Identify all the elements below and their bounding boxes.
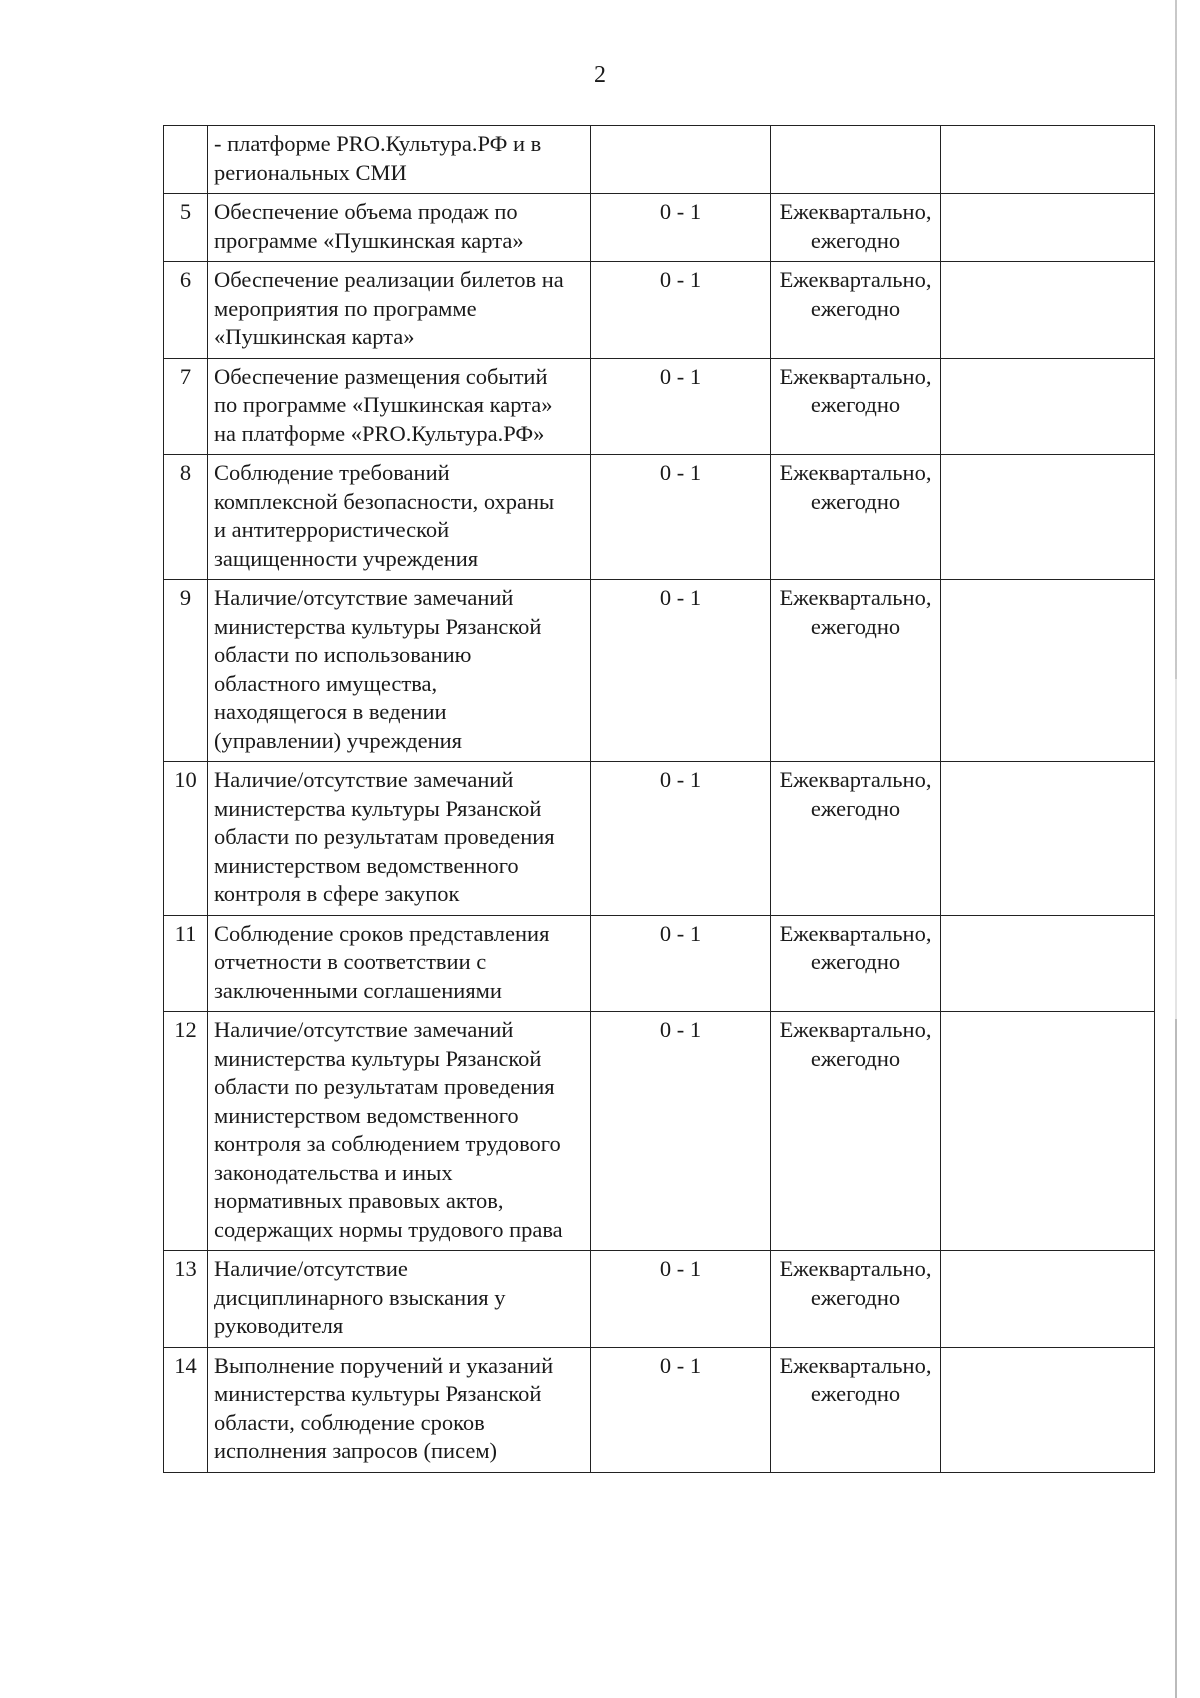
criteria-table-body — [164, 126, 1155, 1473]
assessment-period-line: ежегодно — [810, 1045, 901, 1071]
criterion-text — [208, 1012, 591, 1251]
empty-cell — [941, 455, 1155, 580]
criterion-text-line: содержащих нормы трудового права — [214, 1216, 563, 1242]
criteria-table — [163, 125, 1155, 1473]
assessment-period-line: ежегодно — [810, 795, 901, 821]
criterion-text-line: защищенности учреждения — [214, 545, 479, 571]
criterion-text-line: Обеспечение размещения событий — [214, 363, 548, 389]
table-row — [164, 1347, 1155, 1472]
criterion-text-line: министерством ведомственного — [214, 852, 519, 878]
criterion-text-line: министерством ведомственного — [214, 1102, 519, 1128]
criterion-text — [208, 358, 591, 455]
criterion-text-line: министерства культуры Рязанской — [214, 613, 542, 639]
criterion-text-line: находящегося в ведении — [214, 699, 447, 724]
criterion-text-line: Наличие/отсутствие — [214, 1256, 408, 1281]
row-number: 5 — [164, 194, 208, 262]
assessment-period-line: ежегодно — [810, 227, 901, 253]
empty-cell — [941, 358, 1155, 455]
table-row — [164, 262, 1155, 359]
assessment-period — [771, 915, 941, 1012]
criterion-text-line: области по результатам проведения — [214, 1074, 555, 1099]
score-range: 0 - 1 — [591, 194, 771, 262]
criterion-text-line: министерства культуры Рязанской — [214, 1381, 542, 1406]
assessment-period-line: ежегодно — [810, 295, 901, 321]
criterion-text — [208, 194, 591, 262]
criterion-text-line: Наличие/отсутствие замечаний — [214, 585, 514, 610]
assessment-period-line: Ежеквартально, — [779, 267, 932, 292]
criterion-text-line: «Пушкинская карта» — [214, 324, 415, 349]
criterion-text-line: министерства культуры Рязанской — [214, 795, 542, 821]
criterion-text-line: заключенными соглашениями — [214, 977, 502, 1003]
table-row — [164, 358, 1155, 455]
criterion-text-line: законодательства и иных — [214, 1159, 453, 1185]
score-range: 0 - 1 — [591, 455, 771, 580]
empty-cell — [941, 1251, 1155, 1348]
assessment-period-line: ежегодно — [810, 488, 901, 514]
criterion-text-line: области по результатам проведения — [214, 824, 555, 849]
row-number — [164, 126, 208, 194]
score-range: 0 - 1 — [591, 358, 771, 455]
criterion-text-line: программе «Пушкинская карта» — [214, 227, 524, 253]
row-number: 13 — [164, 1251, 208, 1348]
criterion-text — [208, 1347, 591, 1472]
empty-cell — [941, 762, 1155, 916]
criterion-text-line: руководителя — [214, 1313, 344, 1338]
criterion-text — [208, 455, 591, 580]
score-range: 0 - 1 — [591, 580, 771, 762]
criterion-text-line: комплексной безопасности, охраны — [214, 488, 555, 514]
criterion-text-line: области, соблюдение сроков — [214, 1409, 485, 1435]
criterion-text-line: на платформе «PRO.Культура.РФ» — [214, 420, 545, 446]
assessment-period-line: Ежеквартально, — [779, 1256, 932, 1281]
criterion-text-line: и антитеррористической — [214, 517, 450, 542]
criterion-text-line: Обеспечение объема продаж по — [214, 199, 518, 224]
empty-cell — [941, 915, 1155, 1012]
criterion-text-line: областного имущества, — [214, 670, 438, 696]
row-number: 14 — [164, 1347, 208, 1472]
criterion-text — [208, 262, 591, 359]
table-row — [164, 580, 1155, 762]
score-range: 0 - 1 — [591, 762, 771, 916]
criterion-text-line: контроля в сфере закупок — [214, 881, 460, 906]
criterion-text — [208, 126, 591, 194]
assessment-period — [771, 1012, 941, 1251]
table-row — [164, 762, 1155, 916]
row-number: 7 — [164, 358, 208, 455]
score-range: 0 - 1 — [591, 915, 771, 1012]
table-row — [164, 194, 1155, 262]
criterion-text-line: Наличие/отсутствие замечаний — [214, 1017, 514, 1042]
criterion-text-line: Соблюдение сроков представления — [214, 920, 550, 946]
criterion-text-line: министерства культуры Рязанской — [214, 1045, 542, 1071]
empty-cell — [941, 1347, 1155, 1472]
assessment-period-line: ежегодно — [810, 949, 901, 974]
score-range: 0 - 1 — [591, 1251, 771, 1348]
row-number: 9 — [164, 580, 208, 762]
criterion-text-line: исполнения запросов (писем) — [214, 1438, 498, 1463]
empty-cell — [941, 262, 1155, 359]
assessment-period — [771, 126, 941, 194]
assessment-period-line: Ежеквартально, — [779, 363, 932, 389]
criterion-text-line: Обеспечение реализации билетов на — [214, 267, 564, 292]
criterion-text-line: контроля за соблюдением трудового — [214, 1131, 561, 1156]
assessment-period-line: ежегодно — [810, 1381, 901, 1406]
criterion-text-line: области по использованию — [214, 642, 472, 667]
assessment-period — [771, 194, 941, 262]
assessment-period-line: Ежеквартально, — [779, 1352, 932, 1378]
scan-edge-line — [1175, 0, 1177, 1698]
table-row — [164, 126, 1155, 194]
empty-cell — [941, 1012, 1155, 1251]
score-range: 0 - 1 — [591, 1012, 771, 1251]
criterion-text-line: Наличие/отсутствие замечаний — [214, 767, 514, 792]
assessment-period — [771, 358, 941, 455]
row-number: 12 — [164, 1012, 208, 1251]
row-number: 6 — [164, 262, 208, 359]
assessment-period-line: Ежеквартально, — [779, 199, 932, 224]
assessment-period-line: Ежеквартально, — [779, 1017, 932, 1042]
table-row — [164, 1251, 1155, 1348]
assessment-period — [771, 1251, 941, 1348]
table-row — [164, 455, 1155, 580]
assessment-period-line: ежегодно — [810, 613, 901, 639]
criterion-text-line: Соблюдение требований — [214, 460, 450, 485]
criterion-text-line: по программе «Пушкинская карта» — [214, 392, 553, 417]
assessment-period-line: Ежеквартально, — [779, 920, 932, 946]
criterion-text-line: (управлении) учреждения — [214, 727, 463, 753]
criterion-text-line: мероприятия по программе — [214, 295, 477, 321]
criterion-text-line: нормативных правовых актов, — [214, 1188, 504, 1213]
row-number: 10 — [164, 762, 208, 916]
assessment-period-line: Ежеквартально, — [779, 585, 932, 610]
assessment-period-line: Ежеквартально, — [779, 767, 932, 792]
criterion-text — [208, 580, 591, 762]
assessment-period — [771, 580, 941, 762]
criterion-text — [208, 1251, 591, 1348]
table-row — [164, 1012, 1155, 1251]
assessment-period — [771, 262, 941, 359]
assessment-period — [771, 455, 941, 580]
criterion-text — [208, 915, 591, 1012]
row-number: 8 — [164, 455, 208, 580]
score-range: 0 - 1 — [591, 1347, 771, 1472]
assessment-period — [771, 1347, 941, 1472]
score-range: 0 - 1 — [591, 262, 771, 359]
score-range — [591, 126, 771, 194]
criterion-text-line: региональных СМИ — [214, 159, 407, 185]
row-number: 11 — [164, 915, 208, 1012]
assessment-period-line: ежегодно — [810, 392, 901, 417]
criterion-text — [208, 762, 591, 916]
criterion-text-line: Выполнение поручений и указаний — [214, 1352, 554, 1378]
page-number: 2 — [594, 62, 606, 88]
criterion-text-line: отчетности в соответствии с — [214, 949, 487, 974]
empty-cell — [941, 126, 1155, 194]
empty-cell — [941, 194, 1155, 262]
table-row — [164, 915, 1155, 1012]
assessment-period-line: ежегодно — [810, 1284, 901, 1310]
assessment-period-line: Ежеквартально, — [779, 460, 932, 485]
empty-cell — [941, 580, 1155, 762]
assessment-period — [771, 762, 941, 916]
criterion-text-line: - платформе PRO.Культура.РФ и в — [214, 131, 542, 156]
criterion-text-line: дисциплинарного взыскания у — [214, 1284, 506, 1310]
